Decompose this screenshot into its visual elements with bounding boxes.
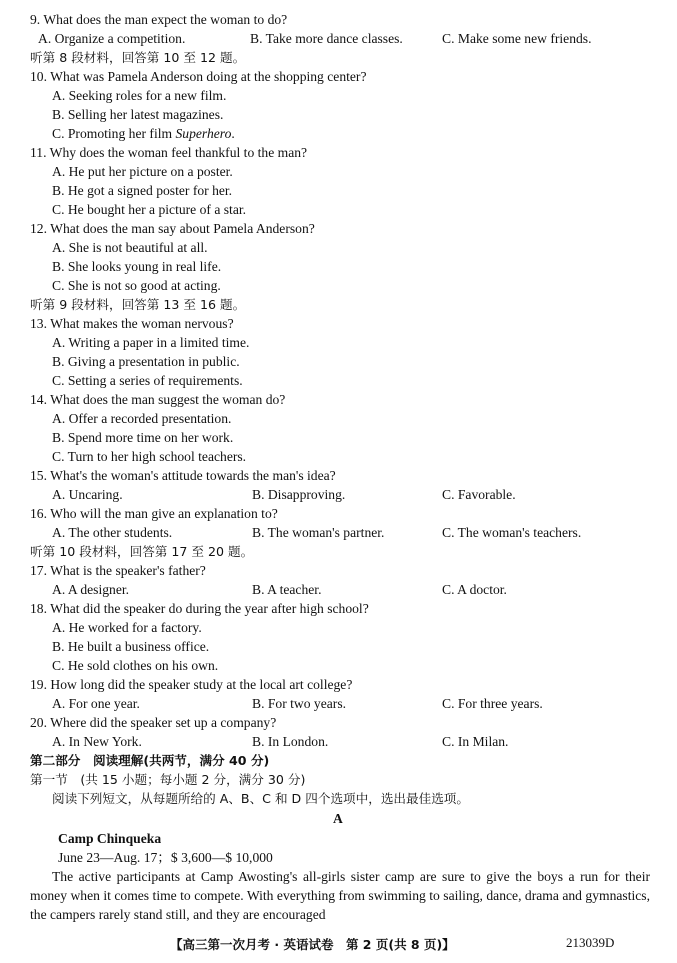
option-c: C. Make some new friends. [442,31,592,46]
page-footer [0,935,677,955]
question-10-option-b: B. Selling her latest magazines. [52,107,224,122]
question-10-option-c [52,124,235,143]
option-b: B. A teacher. [252,582,322,597]
option-b: B. For two years. [252,696,347,711]
section-10-heading: 听第 10 段材料，回答第 17 至 20 题。 [30,544,254,559]
option-c: C. Favorable. [442,487,516,502]
question-20-options [52,732,652,751]
question-16-options [52,523,652,542]
question-19-options [52,694,652,713]
option-b: B. Take more dance classes. [250,31,403,46]
question-12-stem: 12. What does the man say about Pamela Anderson? [30,221,315,236]
question-9-options [38,29,638,48]
question-13-option-a: A. Writing a paper in a limited time. [52,335,250,350]
question-12-option-a: A. She is not beautiful at all. [52,240,208,255]
option-a: A. The other students. [52,525,173,540]
reading-instruction: 阅读下列短文，从每题所给的 A、B、C 和 D 四个选项中，选出最佳选项。 [52,791,469,806]
question-14-option-c: C. Turn to her high school teachers. [52,449,247,464]
passage-dates-price: June 23—Aug. 17；$ 3,600—$ 10,000 [58,850,273,865]
question-18-option-a: A. He worked for a factory. [52,620,202,635]
question-15-options [52,485,652,504]
footer-code: 213039D [566,935,615,950]
question-10-option-a: A. Seeking roles for a new film. [52,88,227,103]
option-a: A. In New York. [52,734,142,749]
question-14-option-b: B. Spend more time on her work. [52,430,234,445]
question-16-stem: 16. Who will the man give an explanation to? [30,506,278,521]
option-a: A. Organize a competition. [38,31,186,46]
part-2-section-1: 第一节 (共 15 小题；每小题 2 分，满分 30 分) [30,772,306,787]
option-b: B. In London. [252,734,329,749]
option-b: B. Disapproving. [252,487,346,502]
question-11-option-c: C. He bought her a picture of a star. [52,202,247,217]
question-10-stem: 10. What was Pamela Anderson doing at the shopping center? [30,69,367,84]
option-c: C. For three years. [442,696,543,711]
film-title: Superhero [175,126,232,141]
question-14-option-a: A. Offer a recorded presentation. [52,411,232,426]
option-c-prefix: C. Promoting her film [52,126,176,141]
option-c: C. A doctor. [442,582,507,597]
question-11-option-b: B. He got a signed poster for her. [52,183,233,198]
question-14-stem: 14. What does the man suggest the woman do? [30,392,286,407]
passage-title: Camp Chinqueka [58,831,162,846]
question-13-stem: 13. What makes the woman nervous? [30,316,234,331]
question-15-stem: 15. What's the woman's attitude towards the man's idea? [30,468,336,483]
option-a: A. For one year. [52,696,140,711]
question-19-stem: 19. How long did the speaker study at the local art college? [30,677,353,692]
question-18-option-c: C. He sold clothes on his own. [52,658,219,673]
question-12-option-c: C. She is not so good at acting. [52,278,221,293]
passage-body: The active participants at Camp Awosting's all-girls sister camp are sure to give the boys a run for their money when it comes time to compete. With everything from swimming to sailing, dance, drama and gymnastics, the campers rarely stand still, and they are encouraged [30,869,650,922]
section-9-heading: 听第 9 段材料，回答第 13 至 16 题。 [30,297,246,312]
option-c: C. In Milan. [442,734,509,749]
question-18-option-b: B. He built a business office. [52,639,210,654]
question-12-option-b: B. She looks young in real life. [52,259,222,274]
question-13-option-c: C. Setting a series of requirements. [52,373,243,388]
option-b: B. The woman's partner. [252,525,385,540]
question-9-stem: 9. What does the man expect the woman to do? [30,12,288,27]
question-17-stem: 17. What is the speaker's father? [30,563,206,578]
footer-title: 【高三第一次月考 · 英语试卷 第 2 页(共 8 页)】 [170,937,455,952]
option-c-suffix: . [231,126,235,141]
question-20-stem: 20. Where did the speaker set up a company? [30,715,277,730]
question-11-stem: 11. Why does the woman feel thankful to the man? [30,145,308,160]
question-17-options [52,580,652,599]
question-11-option-a: A. He put her picture on a poster. [52,164,233,179]
question-18-stem: 18. What did the speaker do during the year after high school? [30,601,369,616]
question-13-option-b: B. Giving a presentation in public. [52,354,240,369]
passage-label: A [333,811,343,826]
option-a: A. A designer. [52,582,130,597]
option-a: A. Uncaring. [52,487,123,502]
option-c: C. The woman's teachers. [442,525,582,540]
part-2-title: 第二部分 阅读理解(共两节，满分 40 分) [30,753,270,768]
section-8-heading: 听第 8 段材料，回答第 10 至 12 题。 [30,50,246,65]
